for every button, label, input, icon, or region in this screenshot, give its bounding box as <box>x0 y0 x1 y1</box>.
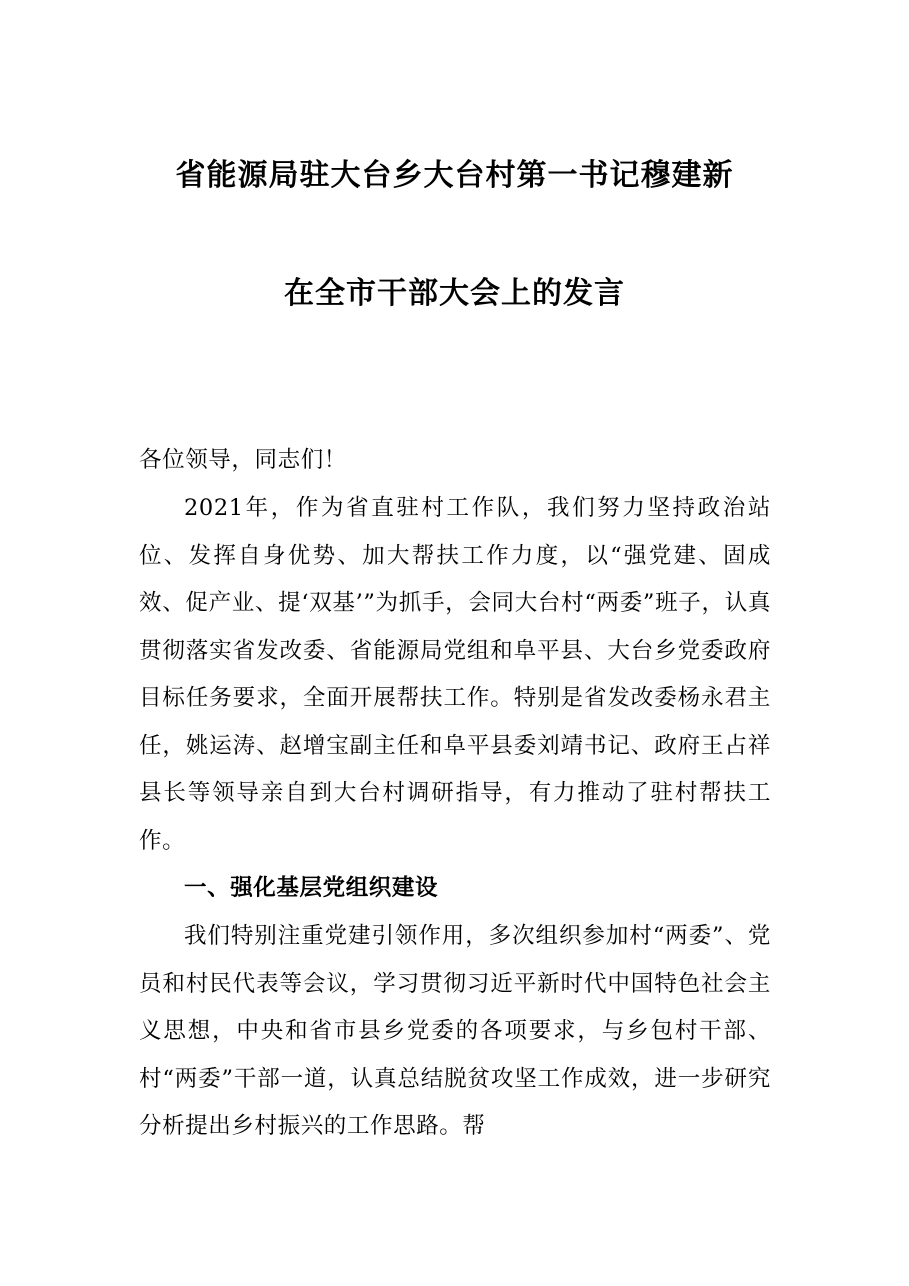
section-heading-1: 一、强化基层党组织建设 <box>184 875 439 901</box>
salutation: 各位领导，同志们！ <box>139 447 347 473</box>
paragraph-intro: 2021年，作为省直驻村工作队，我们努力坚持政治站位、发挥自身优势、加大帮扶工作力度，以“强党建、固成效、促产业、提‘双基’”为抓手，会同大台村“两委”班子，认真贯彻落实省发改委、省能源局党组和阜平县、大台乡党委政府目标任务要求，全面开展帮扶工作。特别是省发改委杨永君主任，姚运涛、赵增宝副主任和阜平县委刘靖书记、政府王占祥县长等领导亲自到大台村调研指导，有力推动了驻村帮扶工作。 <box>139 495 771 854</box>
paragraph-party-building: 我们特别注重党建引领作用，多次组织参加村“两委”、党员和村民代表等会议，学习贯彻习近平新时代中国特色社会主义思想，中央和省市县乡党委的各项要求，与乡包村干部、村“两委”干部一道，认真总结脱贫攻坚工作成效，进一步研究分析提出乡村振兴的工作思路。帮 <box>139 923 771 1139</box>
document-title-line-1: 省能源局驻大台乡大台村第一书记穆建新 <box>175 158 734 193</box>
document-title-line-2: 在全市干部大会上的发言 <box>284 276 625 311</box>
